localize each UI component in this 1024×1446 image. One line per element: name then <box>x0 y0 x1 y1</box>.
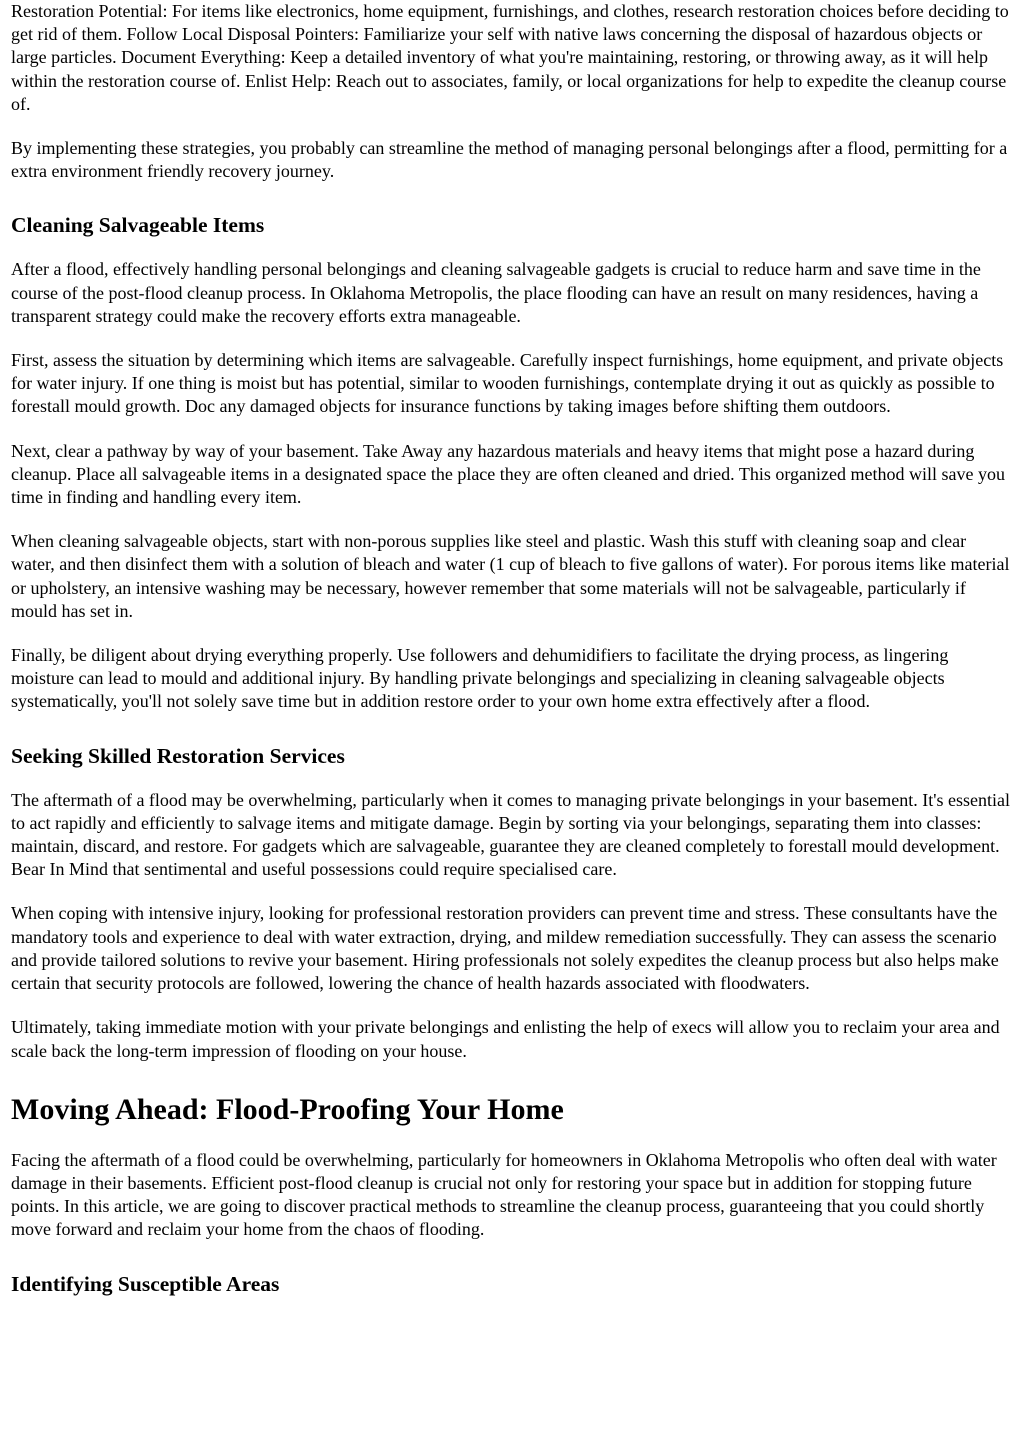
cleaning-paragraph-3: Next, clear a pathway by way of your basement. Take Away any hazardous materials and heavy items that might pose a hazard during cleanup. Place all salvageable items in a designated space the place they are often cleaned and dried. This organized method will save you time in finding and handling every item. <box>11 440 1005 508</box>
seeking-paragraph-3: Ultimately, taking immediate motion with your private belongings and enlisting the help of execs will allow you to reclaim your area and scale back the long-term impression of flooding on your house. <box>11 1017 1000 1061</box>
intro-paragraph-2: By implementing these strategies, you probably can streamline the method of managing personal belongings after a flood, permitting for a extra environment friendly recovery journey. <box>11 138 1008 182</box>
seeking-paragraph-1: The aftermath of a flood may be overwhelming, particularly when it comes to managing private belongings in your basement. It's essential to act rapidly and efficiently to salvage items and mitigate damage. Begin by sorting via your belongings, separating them into classes: maintain, discard, and restore. For gadgets which are salvageable, guarantee they are cleaned completely to forestall mould development. Bear In Mind that sentimental and useful possessions could require specialised care. <box>11 789 1010 880</box>
heading-seeking-skilled-restoration: Seeking Skilled Restoration Services <box>11 743 345 768</box>
seeking-paragraph-2: When coping with intensive injury, looking for professional restoration providers can prevent time and stress. These consultants have the mandatory tools and experience to deal with water extraction, drying, and mildew remediation successfully. They can assess the scenario and provide tailored solutions to revive your basement. Hiring professionals not solely expedites the cleanup process but also helps make certain that security protocols are followed, lowering the chance of health hazards associated with floodwaters. <box>11 903 999 994</box>
intro-paragraph-1: Restoration Potential: For items like electronics, home equipment, furnishings, and clothes, research restoration choices before deciding to get rid of them. Follow Local Disposal Pointers: Familiarize your self with native laws concerning the disposal of hazardous objects or large particles. Document Everything: Keep a detailed inventory of what you're maintaining, restoring, or throwing away, as it will help within the restoration course of. Enlist Help: Reach out to associates, family, or local organizations for help to expedite the cleanup course of. <box>11 1 1009 114</box>
heading-moving-ahead: Moving Ahead: Flood-Proofing Your Home <box>11 1092 564 1126</box>
cleaning-paragraph-5: Finally, be diligent about drying everything properly. Use followers and dehumidifiers to facilitate the drying process, as lingering moisture can lead to mould and additional injury. By handling private belongings and specializing in cleaning salvageable objects systematically, you'll not solely save time but in addition restore order to your own home extra effectively after a flood. <box>11 645 949 712</box>
cleaning-paragraph-2: First, assess the situation by determining which items are salvageable. Carefully inspect furnishings, home equipment, and private objects for water injury. If one thing is moist but has potential, similar to wooden furnishings, contemplate drying it out as quickly as possible to forestall mould growth. Doc any damaged objects for insurance functions by taking images before shifting them outdoors. <box>11 350 1004 417</box>
heading-cleaning-salvageable-items: Cleaning Salvageable Items <box>11 213 265 238</box>
cleaning-paragraph-1: After a flood, effectively handling personal belongings and cleaning salvageable gadgets is crucial to reduce harm and save time in the course of the post-flood cleanup process. In Oklahoma Metropolis, the place flooding can have an result on many residences, having a transparent strategy could make the recovery efforts extra manageable. <box>11 259 981 326</box>
moving-paragraph-1: Facing the aftermath of a flood could be overwhelming, particularly for homeowners in Oklahoma Metropolis who often deal with water damage in their basements. Efficient post-flood cleanup is crucial not only for restoring your space but in addition for stopping future points. In this article, we are going to discover practical methods to streamline the cleanup process, guaranteeing that you could shortly move forward and reclaim your home from the chaos of flooding. <box>11 1149 997 1240</box>
cleaning-paragraph-4: When cleaning salvageable objects, start with non-porous supplies like steel and plastic. Wash this stuff with cleaning soap and clear water, and then disinfect them with a solution of bleach and water (1 cup of bleach to five gallons of water). For porous items like material or upholstery, an intensive washing may be necessary, however remember that some materials will not be salvageable, particularly if mould has set in. <box>11 531 1010 621</box>
heading-identifying-susceptible-areas: Identifying Susceptible Areas <box>11 1271 280 1296</box>
